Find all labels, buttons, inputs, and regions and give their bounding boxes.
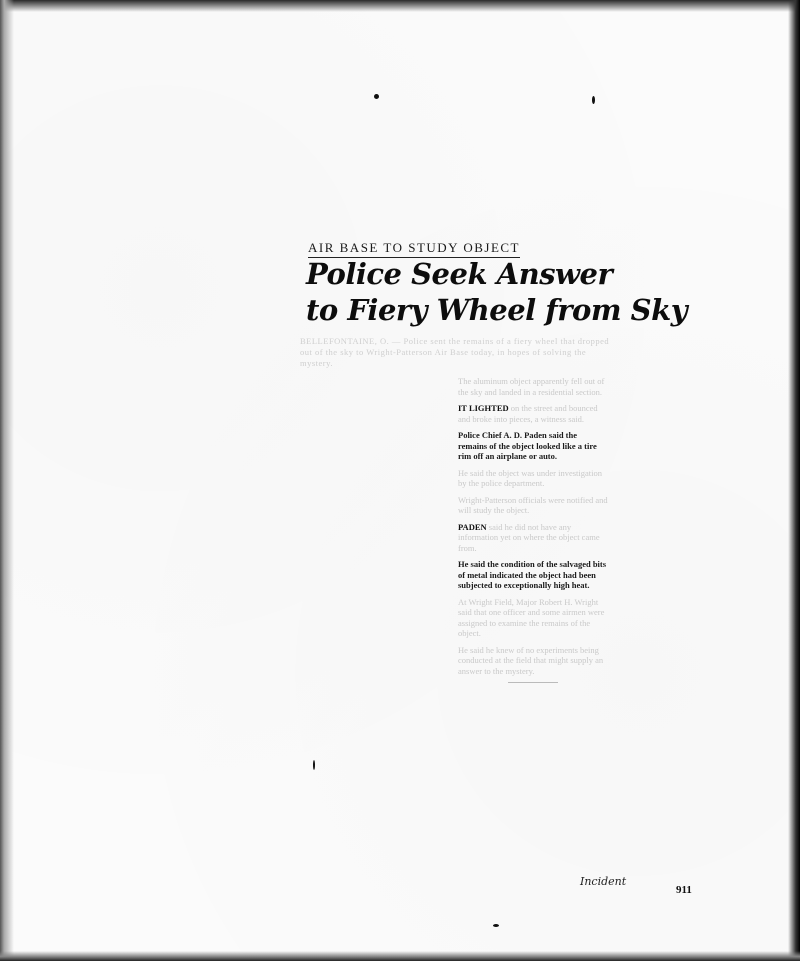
scan-edge-bottom — [0, 951, 800, 961]
scan-speck — [313, 760, 315, 770]
headline-line-1: Police Seek Answer — [306, 257, 613, 291]
scan-edge-right — [788, 0, 800, 961]
scan-speck — [374, 94, 379, 99]
handwritten-note: Incident — [580, 875, 627, 888]
intro-continued: The aluminum object apparently fell out of the sky and landed in a residential section. — [458, 376, 605, 397]
kicker-headline: AIR BASE TO STUDY OBJECT — [308, 240, 520, 258]
intro-text: BELLEFONTAINE, O. — Police sent the remains of a fiery wheel that dropped out of the sky to Wright-Patterson Air Base today, in hopes of solving the mystery. — [300, 336, 610, 368]
main-headline — [306, 256, 688, 328]
scan-edge-left — [0, 0, 14, 961]
article-column — [458, 376, 608, 683]
paragraph-2: Police Chief A. D. Paden said the remains of the object looked like a tire rim off an airplane or auto. — [458, 430, 597, 461]
scan-speck — [592, 96, 595, 104]
subhead-lead: PADEN — [458, 521, 487, 532]
paragraph-1 — [458, 403, 608, 424]
intro-paragraph — [300, 336, 620, 369]
paragraph-5-text: said he did not have any information yet on where the object came from. — [458, 521, 600, 553]
paragraph-5 — [458, 522, 608, 554]
scan-speck — [493, 924, 499, 927]
paragraph-8: He said he knew of no experiments being conducted at the field that might supply an answer to the mystery. — [458, 644, 604, 676]
paragraph-7: At Wright Field, Major Robert H. Wright said that one officer and some airmen were assigned to examine the remains of the object. — [458, 596, 605, 638]
newspaper-clipping — [300, 236, 688, 746]
end-rule — [508, 682, 558, 683]
subhead-lead: IT LIGHTED — [458, 403, 509, 413]
headline-line-2: to Fiery Wheel from Sky — [306, 293, 688, 327]
paragraph-6: He said the condition of the salvaged bits of metal indicated the object had been subjected to exceptionally high heat. — [458, 559, 607, 590]
paragraph-1-text: on the street and bounced and broke into pieces, a witness said. — [458, 403, 598, 424]
scan-edge-top — [0, 0, 800, 12]
paragraph-3: He said the object was under investigation by the police department. — [458, 467, 602, 488]
paragraph-4: Wright-Patterson officials were notified and will study the object. — [458, 494, 608, 515]
page-number: 911 — [676, 884, 692, 896]
